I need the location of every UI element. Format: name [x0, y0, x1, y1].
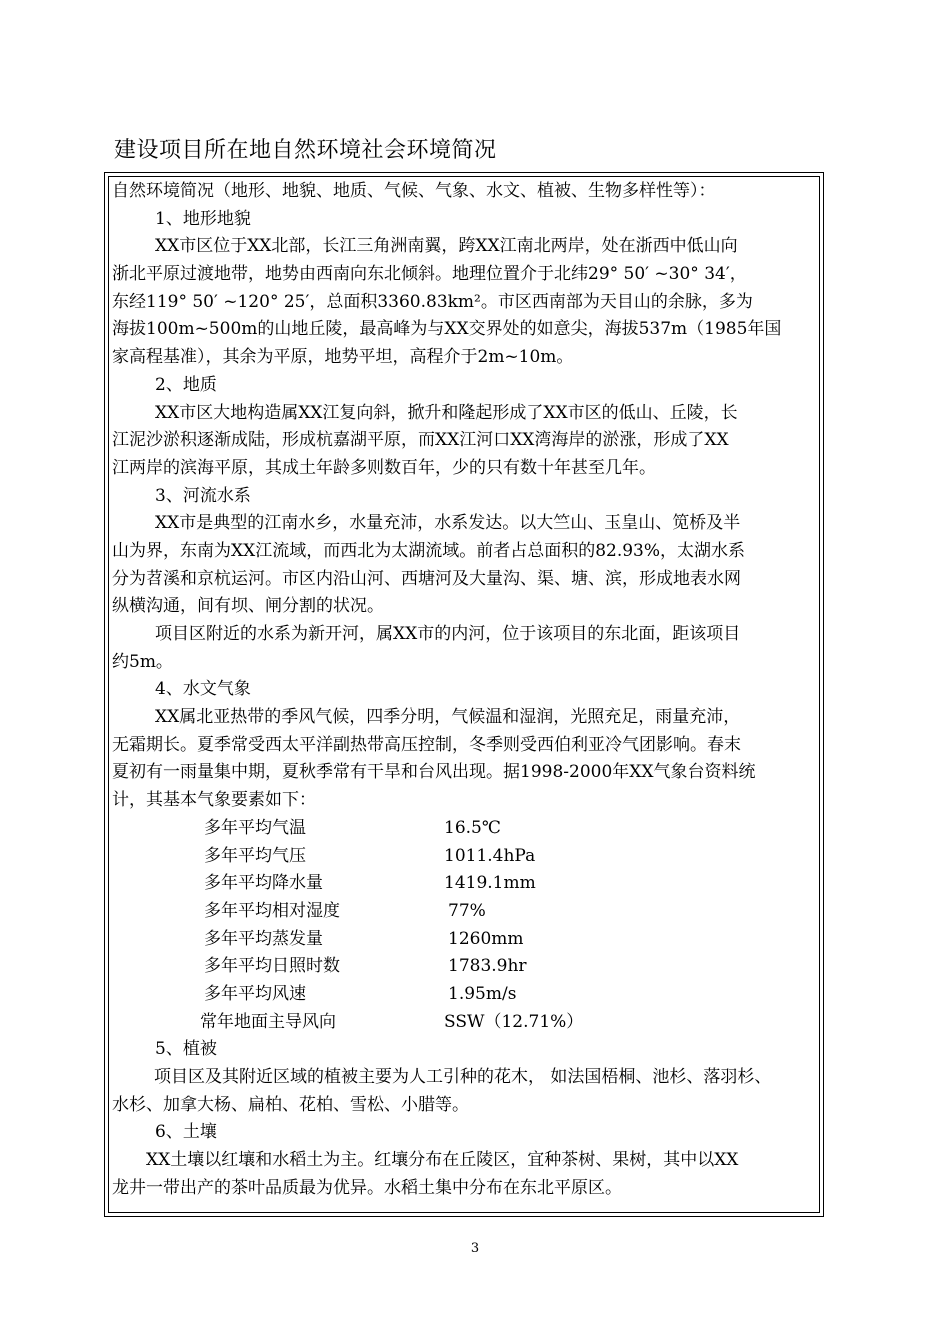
paragraph-terrain	[112, 233, 817, 371]
paragraph-rivers	[112, 510, 817, 621]
text-line: 浙北平原过渡地带，地势由西南向东北倾斜。地理位置介于北纬29° 50′ ~30° 34′，	[112, 264, 747, 285]
subsection-heading-rivers: 3、河流水系	[155, 485, 251, 506]
meteorology-row	[204, 981, 817, 1009]
text-line: 山为界，东南为XX江流域，而西北为太湖流域。前者占总面积的82.93%，太湖水系	[112, 540, 746, 561]
paragraph-geology	[112, 400, 817, 483]
subsection-heading-terrain: 1、地形地貌	[155, 208, 251, 229]
meteorology-label: 多年平均相对湿度	[204, 900, 340, 921]
meteorology-label: 多年平均风速	[204, 983, 306, 1004]
meteorology-row	[204, 953, 817, 981]
page-number: 3	[470, 1241, 480, 1256]
meteorology-label: 多年平均蒸发量	[204, 928, 323, 949]
meteorology-value: SSW（12.71%）	[444, 1011, 584, 1032]
meteorology-label: 常年地面主导风向	[200, 1011, 336, 1032]
text-line: 江泥沙淤积逐渐成陆，形成杭嘉湖平原，而XX江河口XX湾海岸的淤涨，形成了XX	[112, 430, 729, 451]
subsection-heading-climate: 4、水文气象	[155, 679, 251, 700]
paragraph-vegetation	[112, 1064, 817, 1119]
meteorology-row	[204, 926, 817, 954]
text-line: 项目区及其附近区域的植被主要为人工引种的花木， 如法国梧桐、池杉、落羽杉、	[154, 1067, 772, 1087]
meteorology-value: 1011.4hPa	[444, 845, 536, 866]
paragraph-soil	[112, 1147, 817, 1202]
meteorology-row	[204, 843, 817, 871]
paragraph-climate	[112, 704, 817, 815]
meteorology-value: 1.95m/s	[448, 983, 517, 1004]
text-line: 约5m。	[112, 651, 173, 672]
meteorology-list	[112, 815, 817, 1037]
text-line: XX属北亚热带的季风气候，四季分明，气候温和湿润，光照充足，雨量充沛，	[155, 707, 741, 728]
meteorology-row	[200, 1009, 817, 1037]
text-line: 项目区附近的水系为新开河，属XX市的内河，位于该项目的东北面，距该项目	[155, 624, 741, 644]
meteorology-value: 77%	[448, 900, 486, 921]
meteorology-value: 1783.9hr	[448, 956, 527, 977]
subsection-heading-geology: 2、地质	[155, 374, 217, 395]
text-line: 江两岸的滨海平原，其成土年龄多则数百年，少的只有数十年甚至几年。	[112, 457, 656, 478]
meteorology-label: 多年平均气压	[204, 845, 306, 866]
meteorology-row	[204, 898, 817, 926]
subsection-heading-vegetation: 5、植被	[155, 1039, 217, 1060]
text-line: 水杉、加拿大杨、扁柏、花柏、雪松、小腊等。	[112, 1094, 469, 1115]
text-line: 海拔100m~500m的山地丘陵，最高峰为与XX交界处的如意尖，海拔537m（1985年国	[112, 319, 782, 340]
meteorology-label: 多年平均气温	[204, 817, 306, 838]
text-line: 东经119° 50′ ~120° 25′，总面积3360.83km²。市区西南部为天目山的余脉，多为	[112, 291, 753, 312]
page-title: 建设项目所在地自然环境社会环境简况	[114, 138, 497, 163]
text-line: XX市是典型的江南水乡，水量充沛，水系发达。以大竺山、玉皇山、笕桥及半	[155, 513, 741, 534]
text-line: 分为苕溪和京杭运河。市区内沿山河、西塘河及大量沟、渠、塘、滨，形成地表水网	[112, 568, 741, 589]
paragraph-nearby-river	[112, 621, 817, 676]
text-line: 家高程基准），其余为平原，地势平坦，高程介于2m~10m。	[112, 347, 574, 368]
text-line: 无霜期长。夏季常受西太平洋副热带高压控制，冬季则受西伯利亚冷气团影响。春末	[112, 734, 741, 755]
content-body	[112, 178, 817, 1202]
meteorology-value: 1419.1mm	[444, 873, 536, 894]
text-line: XX市区位于XX北部，长江三角洲南翼，跨XX江南北两岸，处在浙西中低山向	[155, 236, 738, 257]
text-line: 纵横沟通，间有坝、闸分割的状况。	[112, 596, 384, 617]
meteorology-row	[204, 870, 817, 898]
meteorology-row	[204, 815, 817, 843]
subsection-heading-soil: 6、土壤	[155, 1122, 217, 1143]
text-line: 龙井一带出产的茶叶品质最为优异。水稻土集中分布在东北平原区。	[112, 1177, 622, 1198]
meteorology-value: 16.5℃	[444, 817, 501, 838]
section-heading: 自然环境简况（地形、地貌、地质、气候、气象、水文、植被、生物多样性等）：	[112, 181, 716, 201]
text-line: 夏初有一雨量集中期，夏秋季常有干旱和台风出现。据1998-2000年XX气象台资料统	[112, 762, 756, 783]
text-line: 计，其基本气象要素如下：	[112, 790, 316, 811]
meteorology-label: 多年平均日照时数	[204, 956, 340, 977]
text-line: XX土壤以红壤和水稻土为主。红壤分布在丘陵区，宜种茶树、果树，其中以XX	[146, 1150, 739, 1171]
meteorology-label: 多年平均降水量	[204, 873, 323, 894]
meteorology-value: 1260mm	[448, 928, 524, 949]
text-line: XX市区大地构造属XX江复向斜，掀升和隆起形成了XX市区的低山、丘陵，长	[155, 402, 738, 423]
